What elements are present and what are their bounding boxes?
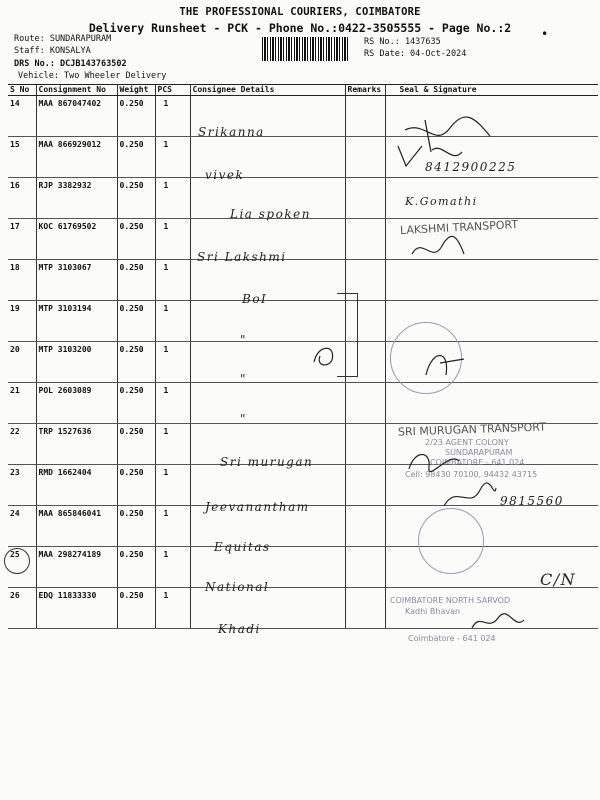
table-row [8, 301, 598, 342]
consignee-17: Sri Lakshmi [197, 250, 287, 264]
col-consignment: Consignment No [36, 85, 117, 96]
cell-consignee [190, 301, 345, 342]
consignee-16: Lia spoken [230, 207, 311, 221]
cell-consignment: POL 2603089 [36, 383, 117, 424]
consignee-15: vivek [205, 168, 245, 182]
drs-number: DRS No.: DCJB143763502 [14, 59, 127, 69]
khadi-stamp-line1: COIMBATORE NORTH SARVOD [390, 596, 511, 605]
cell-weight: 0.250 [117, 178, 155, 219]
signature-22 [405, 445, 465, 475]
cell-pcs: 1 [155, 137, 190, 178]
cell-consignment: TRP 1527636 [36, 424, 117, 465]
rs-date: RS Date: 04-Oct-2024 [364, 49, 467, 59]
cell-pcs: 1 [155, 96, 190, 137]
cell-remarks [345, 547, 385, 588]
phone-23: 9815560 [500, 494, 564, 508]
table-row [8, 383, 598, 424]
ink-dot: • [541, 27, 549, 41]
barcode [262, 37, 350, 61]
cell-consignment: MAA 298274189 [36, 547, 117, 588]
cell-pcs: 1 [155, 383, 190, 424]
cell-weight: 0.250 [117, 137, 155, 178]
murugan-stamp-line2: 2/23 AGENT COLONY [425, 438, 509, 447]
cell-consignment: MTP 3103200 [36, 342, 117, 383]
murugan-transport-stamp: SRI MURUGAN TRANSPORT [397, 420, 547, 439]
cell-weight: 0.250 [117, 301, 155, 342]
consignee-18: BoI [242, 292, 268, 306]
cell-sno: 21 [8, 383, 36, 424]
cell-pcs: 1 [155, 588, 190, 629]
consignee-22: Sri murugan [220, 455, 314, 469]
cell-weight: 0.250 [117, 547, 155, 588]
phone-15: 8412900225 [425, 160, 517, 174]
rs-number: RS No.: 1437635 [364, 37, 441, 47]
cell-sno: 14 [8, 96, 36, 137]
cell-sno: 24 [8, 506, 36, 547]
cell-sno: 26 [8, 588, 36, 629]
cell-sno: 25 [8, 547, 36, 588]
consignee-19: " [240, 333, 248, 347]
lakshmi-transport-stamp: LAKSHMI TRANSPORT [399, 217, 519, 238]
cell-sno: 15 [8, 137, 36, 178]
col-remarks: Remarks [345, 85, 385, 96]
cell-pcs: 1 [155, 424, 190, 465]
col-weight: Weight [117, 85, 155, 96]
cell-remarks [345, 219, 385, 260]
cell-weight: 0.250 [117, 424, 155, 465]
cell-pcs: 1 [155, 219, 190, 260]
cell-consignee [190, 260, 345, 301]
consignee-20: " [240, 372, 248, 386]
cell-weight: 0.250 [117, 506, 155, 547]
staff-label: Staff: KONSALYA [14, 46, 91, 56]
consignee-24: Equitas [214, 540, 271, 554]
cell-consignment: MTP 3103067 [36, 260, 117, 301]
cell-pcs: 1 [155, 342, 190, 383]
table-body [8, 96, 598, 629]
cell-weight: 0.250 [117, 342, 155, 383]
cell-consignment: MTP 3103194 [36, 301, 117, 342]
col-consignee: Consignee Details [190, 85, 345, 96]
consignee-21: " [240, 412, 248, 426]
table-row [8, 342, 598, 383]
runsheet-subtitle: Delivery Runsheet - PCK - Phone No.:0422-3505555 - Page No.:2 [88, 21, 512, 35]
table-row [8, 547, 598, 588]
signature-26 [468, 610, 528, 636]
cell-pcs: 1 [155, 465, 190, 506]
cell-weight: 0.250 [117, 588, 155, 629]
khadi-stamp-line3: Coimbatore - 641 024 [408, 634, 496, 643]
consignee-23: Jeevanantham [205, 500, 310, 514]
cell-seal-signature [385, 260, 598, 301]
cell-weight: 0.250 [117, 383, 155, 424]
khadi-stamp-line2: Kadhi Bhavan [405, 607, 461, 616]
cell-pcs: 1 [155, 547, 190, 588]
cell-consignee [190, 383, 345, 424]
cell-consignment: RMD 1662404 [36, 465, 117, 506]
signature-mark-19 [310, 340, 344, 370]
cell-sno: 17 [8, 219, 36, 260]
cell-remarks [345, 465, 385, 506]
consignee-14: Srikanna [198, 125, 265, 139]
cn-note-25: C/N [540, 570, 577, 589]
consignee-25: National [205, 580, 270, 594]
cell-remarks [345, 383, 385, 424]
cell-remarks [345, 137, 385, 178]
signature-19-20 [420, 345, 470, 385]
cell-sno: 22 [8, 424, 36, 465]
consignee-26: Khadi [218, 622, 261, 636]
cell-sno: 20 [8, 342, 36, 383]
cell-pcs: 1 [155, 260, 190, 301]
table-row [8, 260, 598, 301]
cell-remarks [345, 96, 385, 137]
company-title: THE PROFESSIONAL COURIERS, COIMBATORE [179, 6, 421, 18]
murugan-stamp-line5: Cell: 98430 70100, 94432 43715 [405, 470, 538, 479]
receiver-name-16: K.Gomathi [405, 195, 478, 208]
vehicle-label: Vehicle: Two Wheeler Delivery [18, 71, 167, 81]
cell-pcs: 1 [155, 506, 190, 547]
cell-consignment: MAA 866929012 [36, 137, 117, 178]
cell-remarks [345, 588, 385, 629]
cell-weight: 0.250 [117, 219, 155, 260]
cell-weight: 0.250 [117, 260, 155, 301]
cell-remarks [345, 424, 385, 465]
cell-remarks [345, 178, 385, 219]
table-header-row [8, 85, 598, 96]
route-label: Route: SUNDARAPURAM [14, 34, 112, 44]
cell-consignment: KOC 61769502 [36, 219, 117, 260]
cell-remarks [345, 506, 385, 547]
col-seal-signature: Seal & Signature [385, 85, 598, 96]
murugan-stamp-line3: SUNDARAPURAM [445, 448, 513, 457]
cell-pcs: 1 [155, 178, 190, 219]
equitas-bank-seal [418, 508, 484, 574]
cell-sno: 16 [8, 178, 36, 219]
cell-weight: 0.250 [117, 96, 155, 137]
cell-sno: 18 [8, 260, 36, 301]
signature-17 [408, 234, 468, 264]
cell-consignment: EDQ 11833330 [36, 588, 117, 629]
circled-number-25 [4, 548, 30, 574]
cell-sno: 23 [8, 465, 36, 506]
cell-consignment: MAA 865846041 [36, 506, 117, 547]
cell-pcs: 1 [155, 301, 190, 342]
col-sno: S No [8, 85, 36, 96]
cell-consignment: MAA 867047402 [36, 96, 117, 137]
cell-weight: 0.250 [117, 465, 155, 506]
col-pcs: PCS [155, 85, 190, 96]
cell-consignment: RJP 3382932 [36, 178, 117, 219]
cell-sno: 19 [8, 301, 36, 342]
murugan-stamp-line4: COIMBATORE - 641 024. [430, 458, 527, 467]
